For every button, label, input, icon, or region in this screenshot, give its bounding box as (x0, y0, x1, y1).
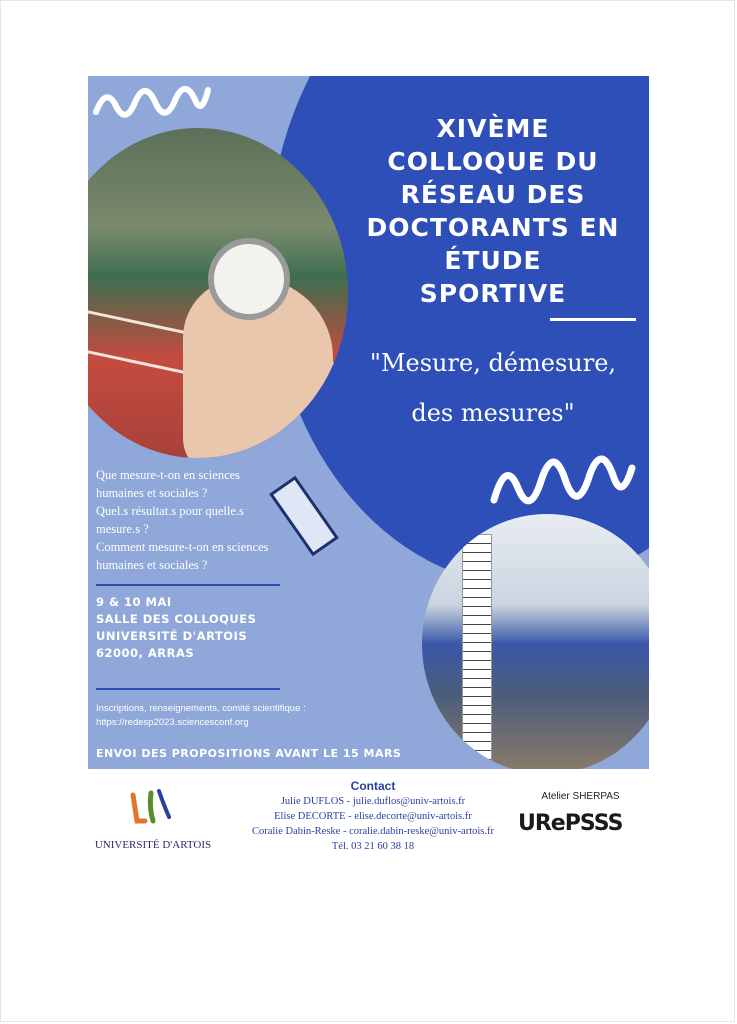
contact-line[interactable]: Julie DUFLOS - julie.duflos@univ-artois.fr (280, 796, 466, 807)
question-line: Quel.s résultat.s pour quelle.s (96, 504, 244, 518)
event-city: 62000, ARRAS (96, 646, 195, 660)
title-line: COLLOQUE DU (387, 147, 599, 176)
title-line: XIVÈME (436, 114, 550, 143)
poster-title (343, 112, 643, 310)
sherpas-block (518, 791, 643, 836)
squiggle-decoration-top (92, 82, 212, 122)
section-divider (96, 688, 280, 690)
poster (88, 76, 649, 769)
university-logo (88, 787, 218, 857)
section-divider (96, 584, 280, 586)
poster-subtitle (343, 338, 643, 438)
stopwatch-icon (208, 238, 290, 320)
question-line: humaines et sociales ? (96, 486, 208, 500)
subtitle-line: "Mesure, démesure, (369, 349, 617, 377)
inscriptions-block (96, 702, 356, 730)
contact-title: Contact (350, 779, 396, 793)
sherpas-title: Atelier SHERPAS (541, 791, 620, 802)
university-logo-icon (123, 787, 183, 827)
contact-line[interactable]: Coralie Dabin-Reske - coralie.dabin-reske@univ-artois.fr (251, 826, 495, 837)
inscriptions-link[interactable]: https://redesp2023.sciencesconf.org (96, 717, 249, 728)
questions-block (96, 466, 346, 574)
lab-logo-text: URePSSS (518, 811, 623, 836)
contact-block (238, 779, 508, 854)
university-name: UNIVERSITÉ D'ARTOIS (94, 839, 212, 851)
squiggle-decoration-right (488, 448, 638, 508)
title-line: SPORTIVE (419, 279, 567, 308)
question-line: Que mesure-t-on en sciences (96, 468, 241, 482)
title-divider (550, 318, 636, 321)
lab-logo (518, 811, 643, 843)
contact-phone: Tél. 03 21 60 38 18 (331, 841, 415, 852)
event-university: UNIVERSITÉ D'ARTOIS (96, 629, 248, 643)
title-line: ÉTUDE (444, 246, 542, 275)
contact-line[interactable]: Elise DECORTE - elise.decorte@univ-artois.fr (274, 811, 472, 822)
title-line: DOCTORANTS EN (366, 213, 620, 242)
measuring-pole (462, 534, 492, 769)
question-line: Comment mesure-t-on en sciences (96, 540, 269, 554)
event-info (96, 594, 346, 662)
subtitle-line: des mesures" (411, 399, 575, 427)
title-line: RÉSEAU DES (400, 180, 586, 209)
inscriptions-label: Inscriptions, renseignements, comité scientifique : (96, 703, 306, 714)
footer (88, 769, 649, 864)
deadline-text: ENVOI DES PROPOSITIONS AVANT LE 15 MARS (96, 747, 402, 760)
event-venue: SALLE DES COLLOQUES (96, 612, 257, 626)
question-line: mesure.s ? (96, 522, 149, 536)
event-dates: 9 & 10 MAI (96, 595, 172, 609)
question-line: humaines et sociales ? (96, 558, 208, 572)
